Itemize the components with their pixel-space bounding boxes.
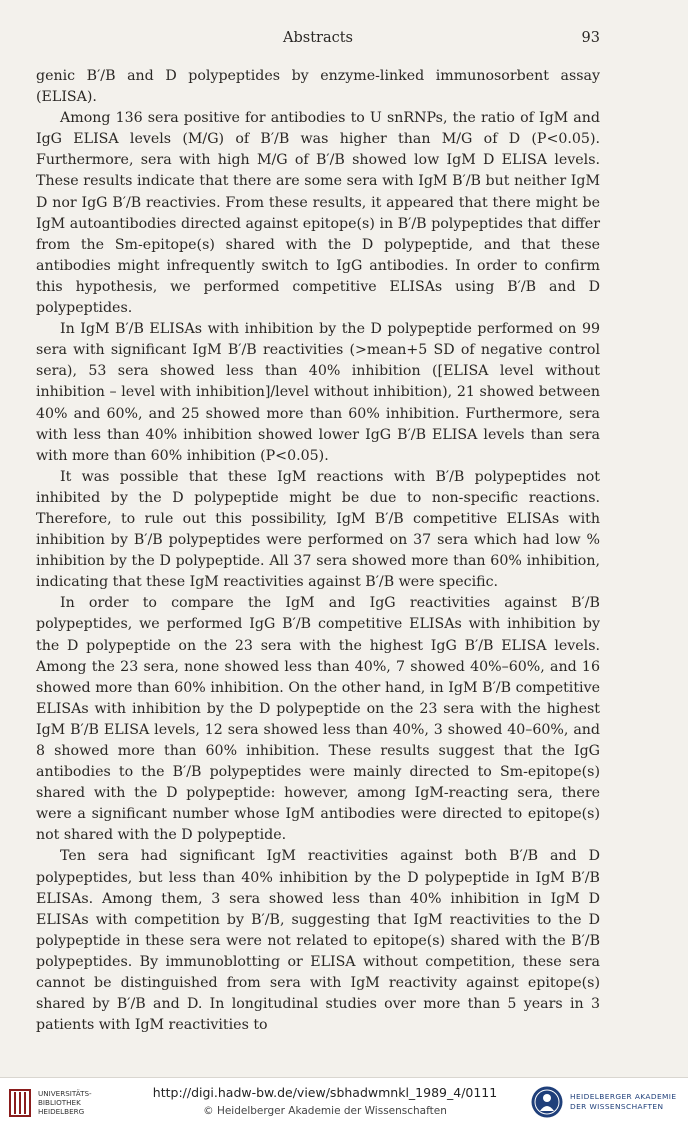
page-header xyxy=(36,30,600,50)
paragraph: In order to compare the IgM and IgG reactivities against B′/B polypeptides, we performed IgG B′/B competitive ELISAs with inhibition by the D polypeptide on the 23 sera with the highest IgG B′/B ELISA levels. Among the 23 sera, none showed less than 40%, 7 showed 40%–60%, and 16 showed more than 60% inhibition. On the other hand, in IgM B′/B competitive ELISAs with inhibition by the D polypeptide on the 23 sera with the highest IgM B′/B ELISA levels, 12 sera showed less than 40%, 3 showed 40–60%, and 8 showed more than 60% inhibition. These results suggest that the IgG antibodies to the B′/B polypeptides were mainly directed to Sm-epitope(s) shared with the D polypeptide: however, among IgM-reacting sera, there were a significant number whose IgM antibodies were directed to epitope(s) not shared with the D polypeptide. xyxy=(36,595,600,844)
paragraph: Among 136 sera positive for antibodies to U snRNPs, the ratio of IgM and IgG ELISA levels (M/G) of B′/B was higher than M/G of D (P<0.05). Furthermore, sera with high M/G of B′/B showed low IgM D ELISA levels. These results indicate that there are some sera with IgM B′/B but neither IgM D nor IgG B′/B reactivies. From these results, it appeared that there might be IgM autoantibodies directed against epitope(s) in B′/B polypeptides that differ from the Sm-epitope(s) shared with the D polypeptide, and that these antibodies might infrequently switch to IgG antibodies. In order to confirm this hypothesis, we performed competitive ELISAs using B′/B and D polypeptides. xyxy=(36,110,600,317)
running-title: Abstracts xyxy=(283,30,353,46)
academy-logo[interactable] xyxy=(530,1085,685,1121)
paragraph: Ten sera had significant IgM reactivities against both B′/B and D polypeptides, but less than 40% inhibition by the D polypeptide in IgM B′/B ELISAs. Among them, 3 sera showed less than 40% inhibition in IgM D ELISAs with competition by B′/B, suggesting that IgM reactivities to the D polypeptide in these sera were not related to epitope(s) shared with the B′/B polypeptides. By immunoblotting or ELISA without competition, these sera cannot be distinguished from sera with IgM reactivity against epitope(s) shared by B′/B and D. In longitudinal studies over more than 5 years in 3 patients with IgM reactivities to xyxy=(36,848,600,1034)
page-number: 93 xyxy=(581,30,600,46)
footer-center xyxy=(150,1084,500,1120)
library-logo-text: UNIVERSITÄTS- BIBLIOTHEK HEIDELBERG xyxy=(38,1089,92,1116)
library-book-icon xyxy=(8,1088,32,1118)
university-library-logo[interactable] xyxy=(8,1086,118,1120)
copyright-notice: © Heidelberger Akademie der Wissenschaften xyxy=(203,1105,447,1117)
permalink-url[interactable]: http://digi.hadw-bw.de/view/sbhadwmnkl_1989_4/0111 xyxy=(152,1085,498,1100)
paragraph: genic B′/B and D polypeptides by enzyme-linked immunosorbent assay (ELISA). xyxy=(36,68,600,106)
footer-bar xyxy=(0,1077,688,1126)
body-text xyxy=(36,66,600,1036)
paragraph: In IgM B′/B ELISAs with inhibition by the D polypeptide performed on 99 sera with significant IgM B′/B reactivities (>mean+5 SD of negative control sera), 53 sera showed less than 40% inhibition ([ELISA level without inhibition – level with inhibition]/level without inhibition), 21 showed between 40% and 60%, and 25 showed more than 60% inhibition. Furthermore, sera with less than 40% inhibition showed lower IgG B′/B ELISA levels than sera with more than 60% inhibition (P<0.05). xyxy=(36,321,600,464)
academy-logo-text: HEIDELBERGER AKADEMIE DER WISSENSCHAFTEN xyxy=(570,1092,677,1111)
paragraph: It was possible that these IgM reactions with B′/B polypeptides not inhibited by the D polypeptide might be due to non-specific reactions. Therefore, to rule out this possibility, IgM B′/B competitive ELISAs with inhibition by B′/B polypeptides were performed on 37 sera which had low % inhibition by the D polypeptide. All 37 sera showed more than 60% inhibition, indicating that these IgM reactivities against B′/B were specific. xyxy=(36,468,600,591)
academy-seal-icon xyxy=(530,1085,564,1119)
